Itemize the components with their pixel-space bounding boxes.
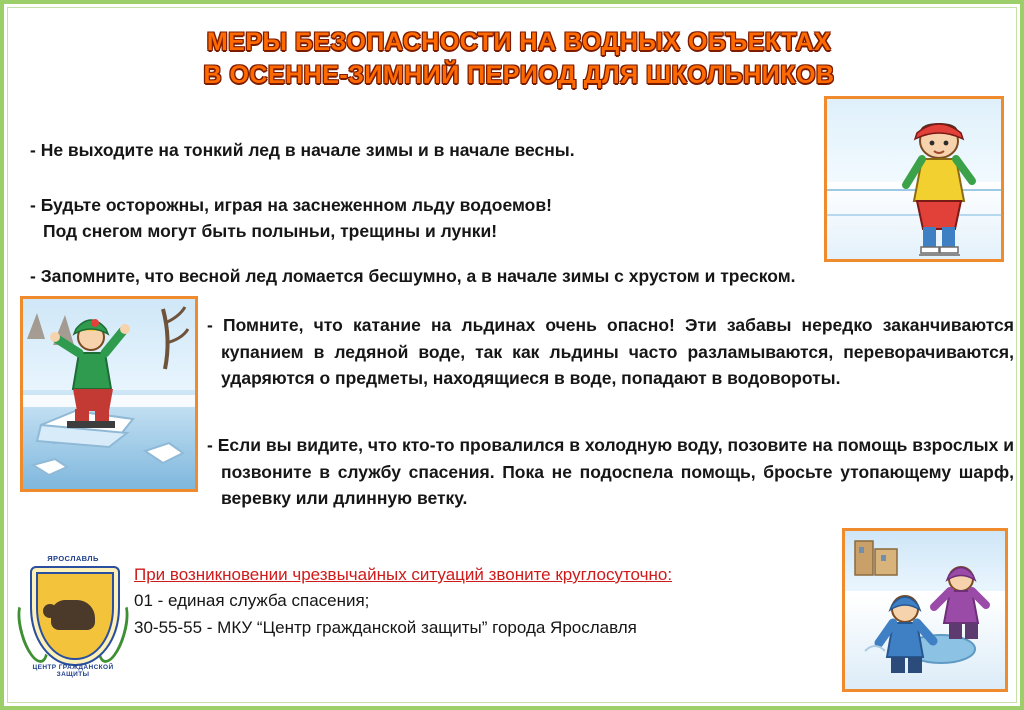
title-line-1: МЕРЫ БЕЗОПАСНОСТИ НА ВОДНЫХ ОБЪЕКТАХ: [206, 28, 832, 56]
para-rescue: [207, 432, 1014, 512]
page-title: [134, 26, 904, 92]
emblem-bottom-text: ЦЕНТР ГРАЖДАНСКОЙ ЗАЩИТЫ: [32, 664, 114, 678]
photo-skater: [824, 96, 1004, 262]
para-ice-floes: [207, 312, 1014, 392]
tip-thin-ice-text: - Не выходите на тонкий лед в начале зимы и в начале весны.: [30, 140, 575, 160]
contacts-line-01: 01 - единая служба спасения;: [134, 591, 370, 611]
tip-snow-covered-ice-subtext: Под снегом могут быть полыньи, трещины и лунки!: [43, 221, 498, 242]
title-line-2: В ОСЕННЕ-ЗИМНИЙ ПЕРИОД ДЛЯ ШКОЛЬНИКОВ: [203, 61, 835, 89]
photo-ice-floe: [20, 296, 198, 492]
tip-thin-ice: [30, 137, 790, 163]
contacts-line-city: 30-55-55 - МКУ “Центр гражданской защиты” города Ярославля: [134, 617, 637, 637]
skater-girl-icon: [889, 121, 989, 261]
bear-icon: [51, 600, 95, 630]
floe-scene-icon: [23, 299, 195, 489]
yaroslavl-emblem: [18, 552, 128, 678]
photo-rescue: [842, 528, 1008, 692]
para-rescue-text: - Если вы видите, что кто-то провалился в холодную воду, позовите на помощь взрослых и позвоните в службу спасения. Пока не подоспела помощь, бросьте утопающему шарф, веревку или длинную ветку.: [207, 435, 1014, 509]
tip-ice-breaks-text: - Запомните, что весной лед ломается бесшумно, а в начале зимы с хрустом и треском.: [30, 266, 796, 286]
emergency-contacts: [134, 562, 824, 641]
para-ice-floes-text: - Помните, что катание на льдинах очень опасно! Эти забавы нередко заканчиваются купанием в ледяной воде, так как льдины часто разламываются, переворачиваются, ударяются о предметы, находящиеся в воде, попадают в водовороты.: [207, 315, 1014, 389]
emblem-top-text: ЯРОСЛАВЛЬ: [47, 554, 99, 563]
rescue-scene-icon: [845, 531, 1005, 689]
contacts-headline: При возникновении чрезвычайных ситуаций звоните круглосуточно:: [134, 565, 673, 584]
tip-snow-covered-ice-text: - Будьте осторожны, играя на заснеженном льду водоемов!: [30, 195, 552, 215]
tip-ice-breaks: [30, 263, 1005, 289]
tip-snow-covered-ice: [30, 192, 790, 245]
